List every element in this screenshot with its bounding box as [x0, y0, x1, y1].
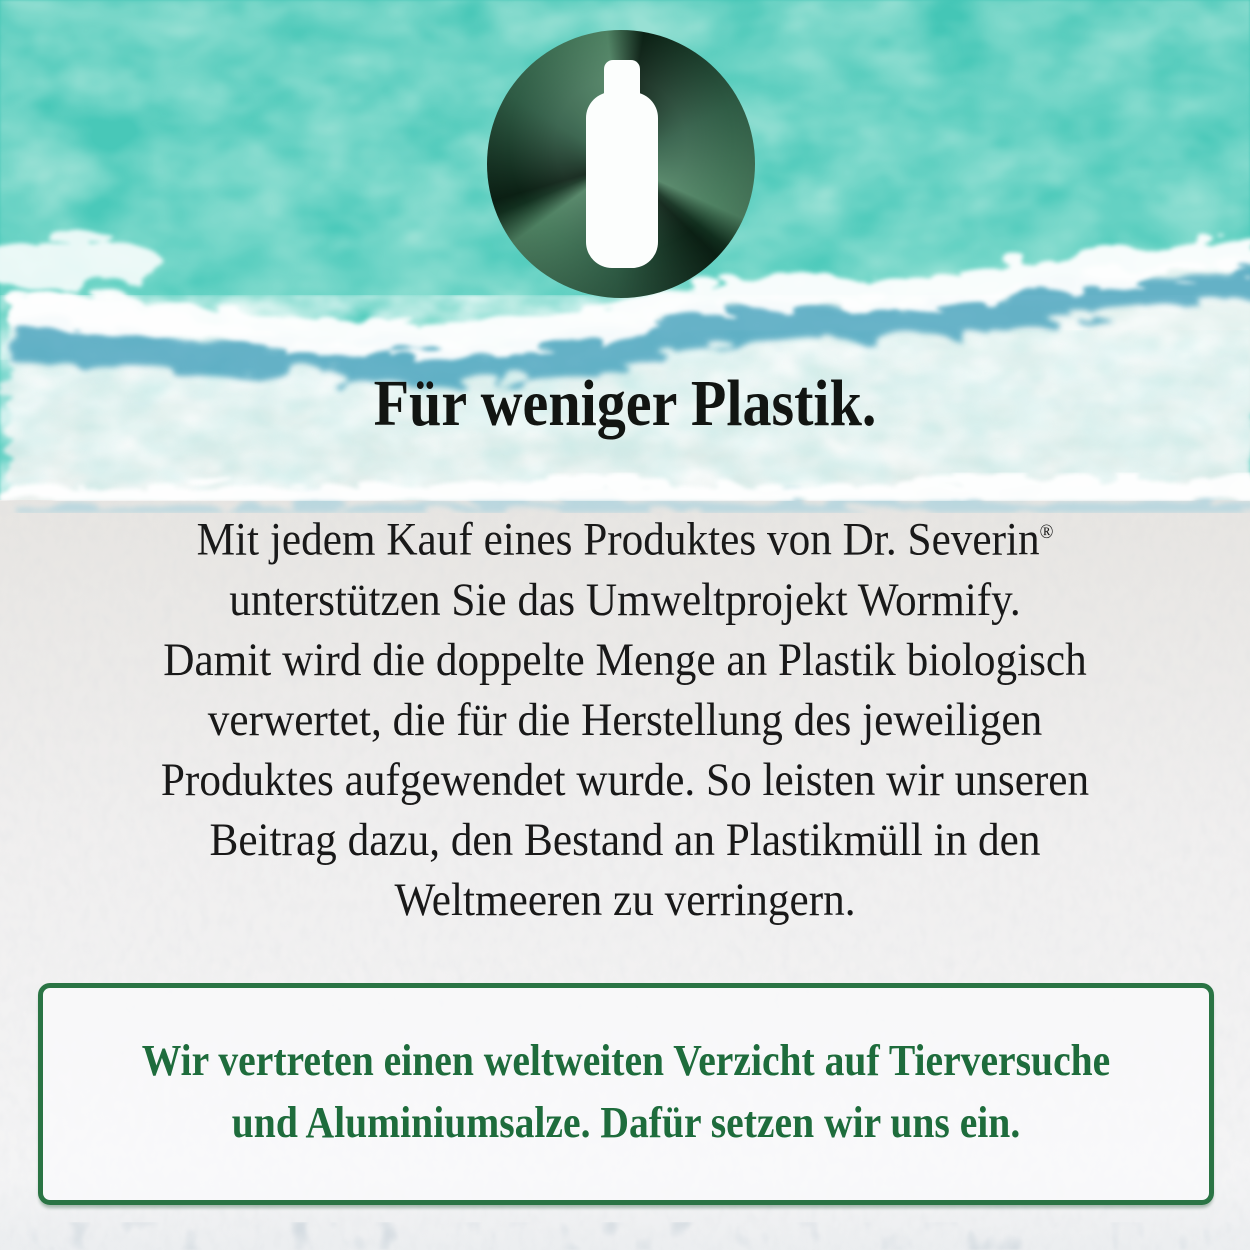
bottle-icon [586, 92, 658, 268]
claim-line: Wir vertreten einen weltweiten Verzicht auf Tierversuche [141, 1036, 1111, 1085]
body-text-line: Weltmeeren zu verringern. [394, 873, 856, 926]
claim-box [38, 983, 1214, 1205]
body-text-line: unterstützen Sie das Umweltprojekt Wormify. [229, 573, 1021, 626]
claim-line: und Aluminiumsalze. Dafür setzen wir uns ein. [231, 1098, 1021, 1147]
body-text-line [50, 502, 1200, 570]
registered-trademark: ® [1039, 521, 1054, 543]
body-text-line-1: Mit jedem Kauf eines Produktes von Dr. Severin [196, 513, 1040, 566]
recycling-logo [487, 30, 755, 298]
body-text-line: Beitrag dazu, den Bestand an Plastikmüll in den [209, 813, 1041, 866]
headline: Für weniger Plastik. [373, 367, 877, 440]
body-text-line: Damit wird die doppelte Menge an Plastik biologisch [163, 633, 1087, 686]
body-text [50, 502, 1200, 930]
body-text-line: Produktes aufgewendet wurde. So leisten wir unseren [160, 753, 1090, 806]
body-text-line: verwertet, die für die Herstellung des jeweiligen [207, 693, 1043, 746]
